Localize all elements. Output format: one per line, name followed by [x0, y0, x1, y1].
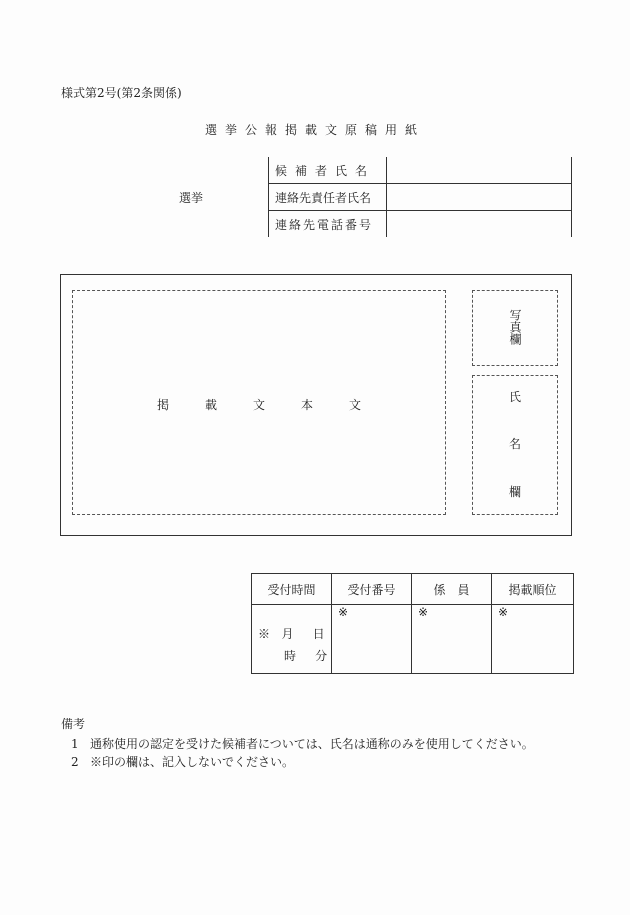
contact-person-label: 連絡先責任者氏名 [269, 184, 387, 211]
body-text-area[interactable] [72, 290, 446, 515]
reception-date-line [258, 623, 331, 645]
contact-person-row [269, 184, 572, 211]
name-area-char: 名 [508, 437, 521, 451]
day-label: 日 [312, 627, 325, 641]
contact-phone-row [269, 211, 572, 238]
reception-time-cell [252, 605, 332, 674]
body-label-char: 本 [301, 398, 314, 412]
election-label: 選挙 [179, 191, 204, 205]
contact-phone-label: 連絡先電話番号 [269, 211, 387, 238]
body-label-char: 文 [252, 398, 265, 412]
note-text: 通称使用の認定を受けた候補者については、氏名は通称のみを使用してください。 [90, 737, 534, 751]
reserved-mark: ※ [338, 605, 349, 619]
body-label-char: 文 [349, 398, 362, 412]
staff-header: 係 員 [412, 574, 492, 605]
staff-cell [412, 605, 492, 674]
reception-time-line [258, 645, 331, 667]
listing-order-cell [492, 605, 574, 674]
reserved-mark: ※ [498, 605, 509, 619]
month-label: 月 [281, 627, 294, 641]
note-number: 2 [71, 755, 79, 769]
reception-number-cell [332, 605, 412, 674]
contact-person-field[interactable] [387, 184, 572, 211]
notes-title: 備考 [61, 717, 86, 731]
reception-header-row [252, 574, 574, 605]
hour-label: 時 [284, 649, 297, 663]
candidate-name-label: 候補者氏名 [269, 157, 387, 184]
note-text: ※印の欄は、記入しないでください。 [90, 755, 295, 769]
reception-body-row [252, 605, 574, 674]
note-item [71, 735, 534, 752]
body-label-char: 掲 [156, 398, 169, 412]
contact-phone-field[interactable] [387, 211, 572, 238]
body-label-char: 載 [204, 398, 217, 412]
reception-time-header: 受付時間 [252, 574, 332, 605]
name-area[interactable] [472, 375, 558, 515]
minute-label: 分 [315, 649, 328, 663]
photo-area-label: 写真欄 [508, 309, 522, 345]
name-area-char: 欄 [508, 485, 521, 499]
photo-area[interactable] [472, 290, 558, 366]
note-number: 1 [71, 737, 79, 751]
body-text-label [73, 396, 445, 413]
candidate-name-row [269, 157, 572, 184]
document-title: 選挙公報掲載文原稿用紙 [204, 123, 425, 137]
listing-order-header: 掲載順位 [492, 574, 574, 605]
candidate-info-table [268, 157, 572, 237]
reserved-mark: ※ [418, 605, 429, 619]
reserved-mark: ※ [258, 627, 271, 641]
form-number-label: 様式第2号(第2条関係) [61, 86, 182, 100]
note-item [71, 753, 294, 770]
candidate-name-field[interactable] [387, 157, 572, 184]
reception-table [251, 573, 574, 674]
name-area-char: 氏 [508, 390, 521, 404]
reception-number-header: 受付番号 [332, 574, 412, 605]
